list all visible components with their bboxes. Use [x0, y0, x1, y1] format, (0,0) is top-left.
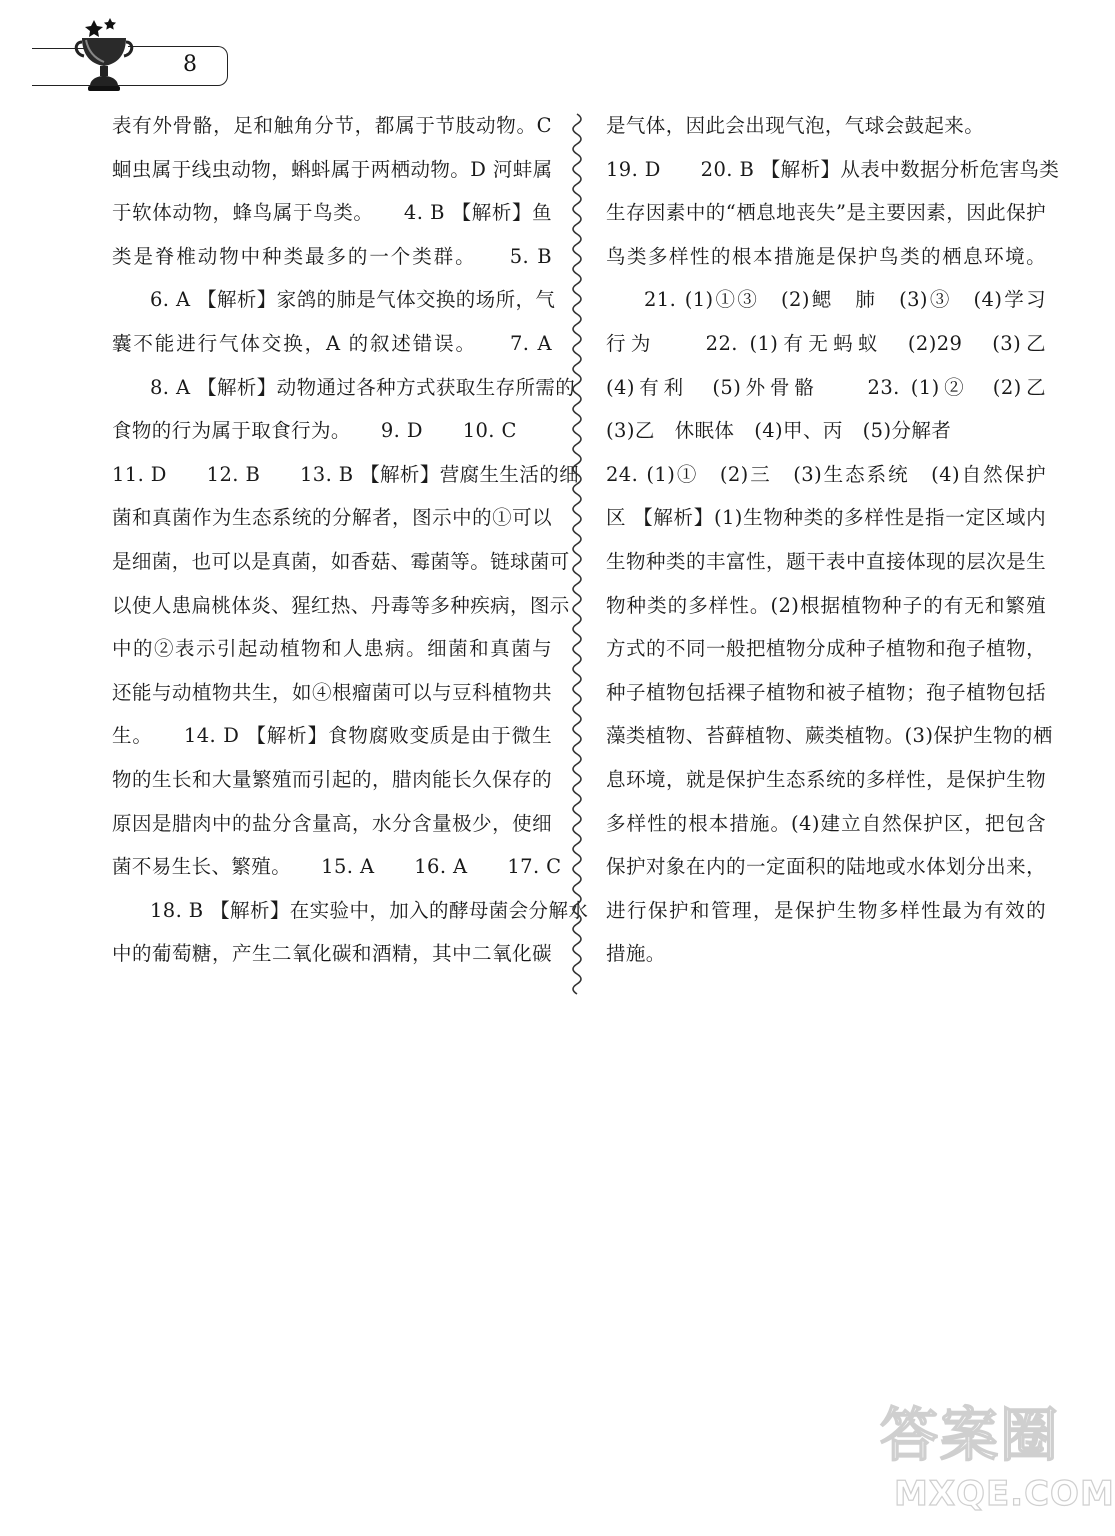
text-line: 囊不能进行气体交换，A 的叙述错误。 7. A	[112, 331, 552, 355]
text-line: 以使人患扁桃体炎、猩红热、丹毒等多种疾病，图示	[112, 593, 570, 617]
text-line: 于软体动物，蜂鸟属于鸟类。 4. B 【解析】鱼	[112, 201, 552, 225]
text-line: 生存因素中的“栖息地丧失”是主要因素，因此保护	[606, 201, 1046, 225]
text-line: 18. B 【解析】在实验中，加入的酵母菌会分解水	[150, 898, 589, 922]
text-line: 是细菌，也可以是真菌，如香菇、霉菌等。链球菌可	[112, 549, 570, 573]
left-column	[112, 104, 589, 976]
text-line: 鸟类多样性的根本措施是保护鸟类的栖息环境。	[606, 244, 1046, 268]
text-line: (3)乙 休眠体 (4)甲、丙 (5)分解者	[606, 419, 952, 443]
text-line: 物种类的多样性。(2)根据植物种子的有无和繁殖	[606, 593, 1046, 617]
text-line: 中的②表示引起动植物和人患病。细菌和真菌与	[112, 637, 552, 661]
text-line: (4)有利 (5)外骨骼 23. (1)② (2)乙	[606, 375, 1046, 399]
text-line: 类是脊椎动物中种类最多的一个类群。 5. B	[112, 244, 552, 268]
watermark-url: MXQE.COM	[894, 1474, 1115, 1514]
text-line: 19. D 20. B 【解析】从表中数据分析危害鸟类	[606, 157, 1060, 181]
text-line: 表有外骨骼，足和触角分节，都属于节肢动物。C	[112, 114, 552, 137]
text-line: 物的生长和大量繁殖而引起的，腊肉能长久保存的	[112, 767, 552, 791]
text-line: 食物的行为属于取食行为。 9. D 10. C	[112, 419, 517, 443]
text-line: 还能与动植物共生，如④根瘤菌可以与豆科植物共	[112, 680, 552, 704]
watermark-logo	[880, 1390, 1115, 1530]
page-number: 8	[183, 52, 197, 77]
text-line: 区 【解析】(1)生物种类的多样性是指一定区域内	[606, 506, 1046, 530]
text-line: 生。 14. D 【解析】食物腐败变质是由于微生	[112, 724, 552, 748]
watermark-text: 答案圈	[880, 1401, 1061, 1469]
text-line: 息环境，就是保护生态系统的多样性，是保护生物	[606, 767, 1046, 791]
text-line: 是气体，因此会出现气泡，气球会鼓起来。	[606, 114, 985, 137]
text-line: 多样性的根本措施。(4)建立自然保护区，把包含	[606, 811, 1046, 835]
text-line: 方式的不同一般把植物分成种子植物和孢子植物，	[606, 637, 1046, 661]
text-line: 中的葡萄糖，产生二氧化碳和酒精，其中二氧化碳	[112, 942, 552, 966]
text-line: 6. A 【解析】家鸽的肺是气体交换的场所，气	[150, 288, 556, 312]
text-line: 蛔虫属于线虫动物，蝌蚪属于两栖动物。D 河蚌属	[112, 157, 553, 181]
page-header	[0, 0, 260, 100]
text-line: 21. (1)①③ (2)鳃 肺 (3)③ (4)学习	[644, 288, 1046, 312]
text-line: 原因是腊肉中的盐分含量高，水分含量极少，使细	[112, 811, 552, 835]
text-line: 24. (1)① (2)三 (3)生态系统 (4)自然保护	[606, 462, 1046, 486]
text-line: 进行保护和管理，是保护生物多样性最为有效的	[606, 898, 1046, 922]
text-line: 保护对象在内的一定面积的陆地或水体划分出来，	[606, 855, 1046, 879]
text-line: 菌不易生长、繁殖。 15. A 16. A 17. C	[112, 855, 562, 879]
trophy-icon	[72, 16, 136, 92]
text-line: 生物种类的丰富性，题干表中直接体现的层次是生	[606, 549, 1046, 573]
text-line: 行为 22. (1)有无蚂蚁 (2)29 (3)乙	[606, 331, 1046, 355]
text-line: 11. D 12. B 13. B 【解析】营腐生生活的细	[112, 462, 580, 486]
column-divider	[566, 114, 588, 994]
text-line: 种子植物包括裸子植物和被子植物；孢子植物包括	[606, 680, 1046, 704]
text-line: 8. A 【解析】动物通过各种方式获取生存所需的	[150, 375, 576, 399]
text-line: 藻类植物、苔藓植物、蕨类植物。(3)保护生物的栖	[606, 724, 1053, 748]
text-line: 措施。	[606, 942, 666, 966]
right-column	[606, 104, 1060, 976]
text-line: 菌和真菌作为生态系统的分解者，图示中的①可以	[112, 506, 552, 530]
